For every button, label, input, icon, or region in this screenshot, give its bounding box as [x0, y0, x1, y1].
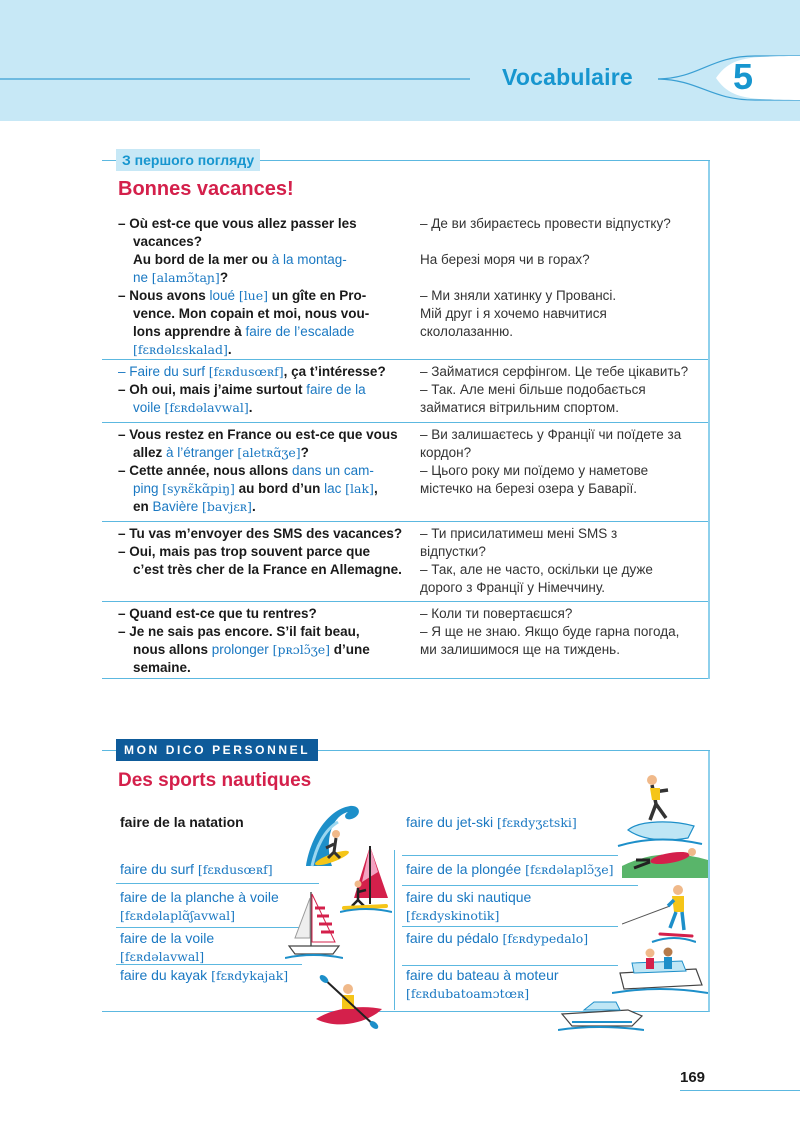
sport-item: faire de la plongée [fɛʀdəlaplɔ̃ʒe] — [406, 861, 614, 877]
sport-item: faire du ski nautique [fɛʀdyskinotik] — [406, 889, 532, 923]
row-separator — [402, 885, 638, 886]
text-run: vacances? — [133, 234, 203, 249]
text-run: d’une — [330, 642, 370, 657]
sport-item: faire de la natation — [120, 814, 244, 830]
highlighted-phrase: faire de l’escalade — [245, 324, 355, 339]
text-run: . — [251, 499, 256, 514]
phonetic-transcription: [bavjɛʀ] — [202, 499, 252, 514]
text-run: ? — [219, 270, 229, 285]
french-line — [118, 381, 366, 399]
french-line — [118, 462, 374, 480]
translation-line: містечко на березі озера у Баварії. — [420, 481, 638, 496]
page-title: Vocabulaire — [502, 64, 633, 90]
unit-number: 5 — [733, 56, 754, 97]
french-line — [133, 561, 402, 579]
sport-item: faire de la planche à voile [fɛʀdəlaplɑ̃ʃavwal] — [120, 889, 279, 923]
translation-line: – Ви залишаєтесь у Франції чи поїдете за — [420, 427, 682, 442]
text-run: – Tu vas m’envoyer des SMS des vacances? — [118, 526, 403, 541]
windsurf-illustration — [340, 842, 392, 916]
dialogue-section — [102, 152, 710, 679]
highlighted-phrase: ping — [133, 481, 163, 496]
sport-item: faire du kayak [fɛʀdykajak] — [120, 967, 289, 983]
phonetic-transcription: [lue] — [238, 288, 269, 303]
text-run: semaine. — [133, 660, 191, 675]
translation-line: кордон? — [420, 445, 472, 460]
phonetic-transcription: [lak] — [345, 481, 374, 496]
phonetic-transcription: [fɛʀdəlavwal] — [164, 400, 249, 415]
footer-divider — [680, 1090, 800, 1091]
highlighted-phrase: à la montag- — [271, 252, 347, 267]
text-run: c’est très cher de la France en Allemagne. — [133, 562, 402, 577]
translation-line: – Ми зняли хатинку у Провансі. — [420, 288, 617, 303]
row-separator — [116, 883, 319, 884]
kayak-illustration — [314, 975, 384, 1035]
highlighted-phrase: voile — [133, 400, 165, 415]
french-line — [133, 251, 347, 269]
jetski-illustration — [614, 768, 704, 850]
french-line — [118, 605, 317, 623]
phonetic-transcription: [syʀɛ̃kɑ̃piŋ] — [162, 481, 235, 496]
highlighted-phrase: ne — [133, 270, 152, 285]
dialogue-block — [102, 212, 708, 360]
translation-line: – Де ви збираєтесь провести відпустку? — [420, 216, 671, 231]
translation-line: – Коли ти повертаєшся? — [420, 606, 573, 621]
dico-label: MON DICO PERSONNEL — [116, 739, 318, 761]
text-run: – Je ne sais pas encore. S’il fait beau, — [118, 624, 360, 639]
translation-line: дорого з Франції у Німеччину. — [420, 580, 605, 595]
sport-item: faire du surf [fɛʀdusœʀf] — [120, 861, 273, 877]
highlighted-phrase: Bavière — [152, 499, 203, 514]
sport-item: faire du jet-ski [fɛʀdyʒɛtski] — [406, 814, 577, 830]
row-separator — [402, 926, 618, 927]
highlighted-phrase: à l’étranger — [166, 445, 238, 460]
translation-line: – Ти присилатимеш мені SMS з — [420, 526, 618, 541]
phonetic-transcription: [alamɔ̃taɲ] — [151, 270, 220, 285]
highlighted-phrase: – Faire du surf — [118, 364, 209, 379]
page-header — [0, 0, 800, 121]
text-run: Au bord de la mer ou — [133, 252, 272, 267]
section-title: Bonnes vacances! — [118, 178, 294, 200]
translation-line: ми залишимося ще на тиждень. — [420, 642, 620, 657]
phonetic-transcription: [fɛʀdəlɛskalad] — [133, 342, 228, 357]
sport-item: faire du bateau à moteur [fɛʀdubatoamɔtœʀ] — [406, 967, 559, 1001]
waterski-illustration — [622, 884, 696, 946]
french-line — [133, 641, 370, 659]
highlighted-phrase: dans un cam- — [292, 463, 374, 478]
translation-line: Мій друг і я хочемо навчитися — [420, 306, 607, 321]
text-run: nous allons — [133, 642, 212, 657]
text-run: , ça t’intéresse? — [283, 364, 386, 379]
dialogue-block — [102, 360, 708, 423]
row-separator — [402, 855, 618, 856]
french-line — [118, 543, 370, 561]
french-line — [133, 399, 252, 417]
text-run: . — [227, 342, 232, 357]
text-run: au bord d’un — [234, 481, 325, 496]
text-run: – Cette année, nous allons — [118, 463, 293, 478]
translation-line: – Я ще не знаю. Якщо буде гарна погода, — [420, 624, 680, 639]
text-run: – Nous avons — [118, 288, 210, 303]
french-line — [133, 498, 256, 516]
diving-illustration — [622, 840, 708, 880]
dico-title: Des sports nautiques — [118, 770, 312, 791]
translation-line: – Так, але не часто, оскільки це дуже — [420, 562, 653, 577]
text-run: . — [248, 400, 253, 415]
text-run: lons apprendre à — [133, 324, 246, 339]
translation-line: – Займатися серфінгом. Це тебе цікавить? — [420, 364, 689, 379]
french-line — [133, 305, 369, 323]
dico-section — [102, 743, 710, 1012]
french-line — [133, 444, 309, 462]
motorboat-illustration — [558, 996, 644, 1032]
highlighted-phrase: prolonger — [211, 642, 273, 657]
translation-line: відпустки? — [420, 544, 486, 559]
text-run: – Quand est-ce que tu rentres? — [118, 606, 317, 621]
translation-line: – Так. Але мені більше подобається — [420, 382, 646, 397]
section-label: З першого погляду — [116, 149, 260, 171]
french-line — [118, 215, 357, 233]
sport-item: faire de la voile [fɛʀdəlavwal] — [120, 930, 215, 964]
highlighted-phrase: lac — [324, 481, 346, 496]
page-number: 169 — [680, 1069, 706, 1086]
translation-line: На березі моря чи в горах? — [420, 252, 590, 267]
dialogue-block — [102, 522, 708, 602]
french-line — [133, 323, 354, 341]
sailboat-illustration — [285, 888, 343, 962]
french-line — [118, 287, 366, 305]
french-line — [133, 659, 191, 677]
french-line — [118, 623, 360, 641]
french-line — [118, 363, 386, 381]
text-run: vence. Mon copain et moi, nous vou- — [133, 306, 370, 321]
french-line — [133, 233, 202, 251]
translation-line: скололазанню. — [420, 324, 513, 339]
french-line — [133, 480, 378, 498]
text-run: – Vous restez en France ou est-ce que vous — [118, 427, 398, 442]
phonetic-transcription: [pʀɔlɔ̃ʒe] — [272, 642, 331, 657]
dialogue-block — [102, 602, 708, 679]
french-line — [118, 525, 402, 543]
phonetic-transcription: [aletʀɑ̃ʒe] — [237, 445, 301, 460]
sport-item: faire du pédalo [fɛʀdypedalo] — [406, 930, 589, 946]
translation-line: – Цього року ми поїдемо у наметове — [420, 463, 649, 478]
text-run: – Oh oui, mais j’aime surtout — [118, 382, 307, 397]
text-run: ? — [300, 445, 309, 460]
text-run: un gîte en Pro- — [268, 288, 367, 303]
translation-line: займатися вітрильним спортом. — [420, 400, 619, 415]
text-run: allez — [133, 445, 167, 460]
header-decoration — [0, 0, 800, 121]
phonetic-transcription: [fɛʀdusœʀf] — [208, 364, 284, 379]
text-run: en — [133, 499, 153, 514]
french-line — [133, 269, 228, 287]
text-run: , — [373, 481, 378, 496]
dialogue-block — [102, 423, 708, 522]
french-line — [133, 341, 232, 359]
text-run: – Oui, mais pas trop souvent parce que — [118, 544, 371, 559]
pedalo-illustration — [612, 945, 708, 995]
highlighted-phrase: loué — [209, 288, 239, 303]
text-run: – Où est-ce que vous allez passer les — [118, 216, 357, 231]
highlighted-phrase: faire de la — [306, 382, 366, 397]
french-line — [118, 426, 398, 444]
column-separator — [394, 850, 395, 1010]
